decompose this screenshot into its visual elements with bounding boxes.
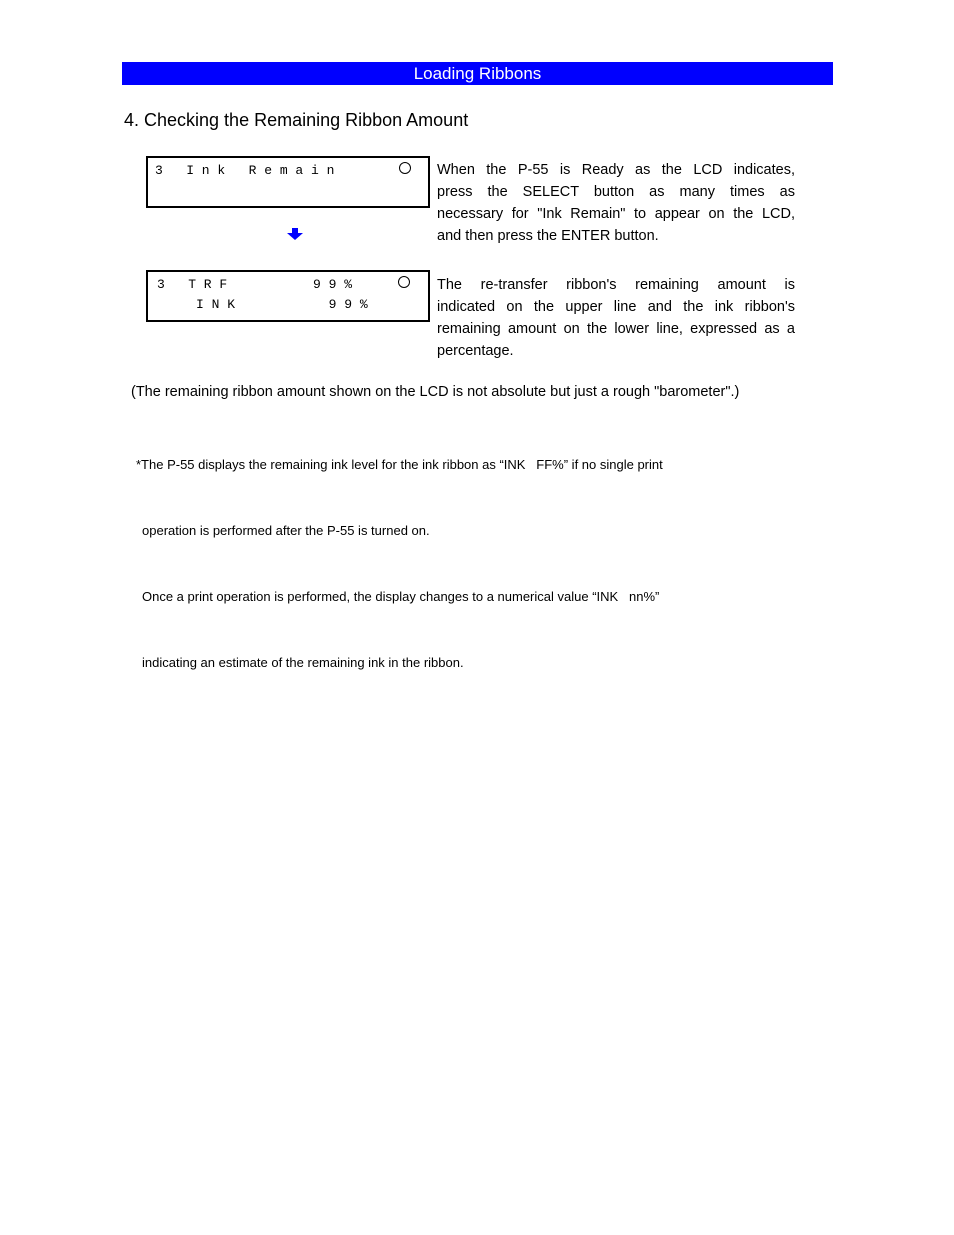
footnote-line: Once a print operation is performed, the display changes to a numerical value “INK nn%”	[142, 589, 660, 604]
step1-instructions	[437, 159, 795, 247]
section-title: 4. Checking the Remaining Ribbon Amount	[124, 110, 469, 130]
lcd-display-ink-remain	[146, 156, 430, 208]
footnote-line: *The P-55 displays the remaining ink level for the ink ribbon as “INK FF%” if no single print	[136, 457, 663, 472]
step1-line: necessary for "Ink Remain" to appear on the LCD,	[437, 206, 795, 222]
step1-line: When the P-55 is Ready as the LCD indicates,	[437, 162, 795, 178]
step1-line: and then press the ENTER button.	[437, 228, 659, 244]
circle-icon	[399, 162, 411, 174]
lcd-line-2: I N K 9 9 %	[157, 297, 368, 312]
step2-line: percentage.	[437, 343, 514, 359]
step2-line: indicated on the upper line and the ink ribbon's	[437, 299, 795, 315]
step2-line: The re-transfer ribbon's remaining amount is	[437, 277, 795, 293]
header-title: Loading Ribbons	[413, 64, 542, 83]
down-arrow-icon	[287, 228, 303, 240]
footnote-line: operation is performed after the P-55 is turned on.	[142, 523, 430, 538]
footnote-line: indicating an estimate of the remaining ink in the ribbon.	[142, 655, 464, 670]
lcd-display-trf-ink	[146, 270, 430, 322]
lcd-line-1: 3 T R F 9 9 %	[157, 277, 353, 292]
section-header-bar	[122, 62, 833, 85]
barometer-note: (The remaining ribbon amount shown on the LCD is not absolute but just a rough "barometer".)	[131, 384, 740, 400]
step2-explanation	[437, 274, 795, 362]
step1-line: press the SELECT button as many times as	[437, 184, 795, 200]
lcd-line-1: 3 I n k R e m a i n	[155, 163, 335, 178]
footnote	[136, 410, 663, 696]
step2-line: remaining amount on the lower line, expressed as a	[437, 321, 795, 337]
circle-icon	[398, 276, 410, 288]
